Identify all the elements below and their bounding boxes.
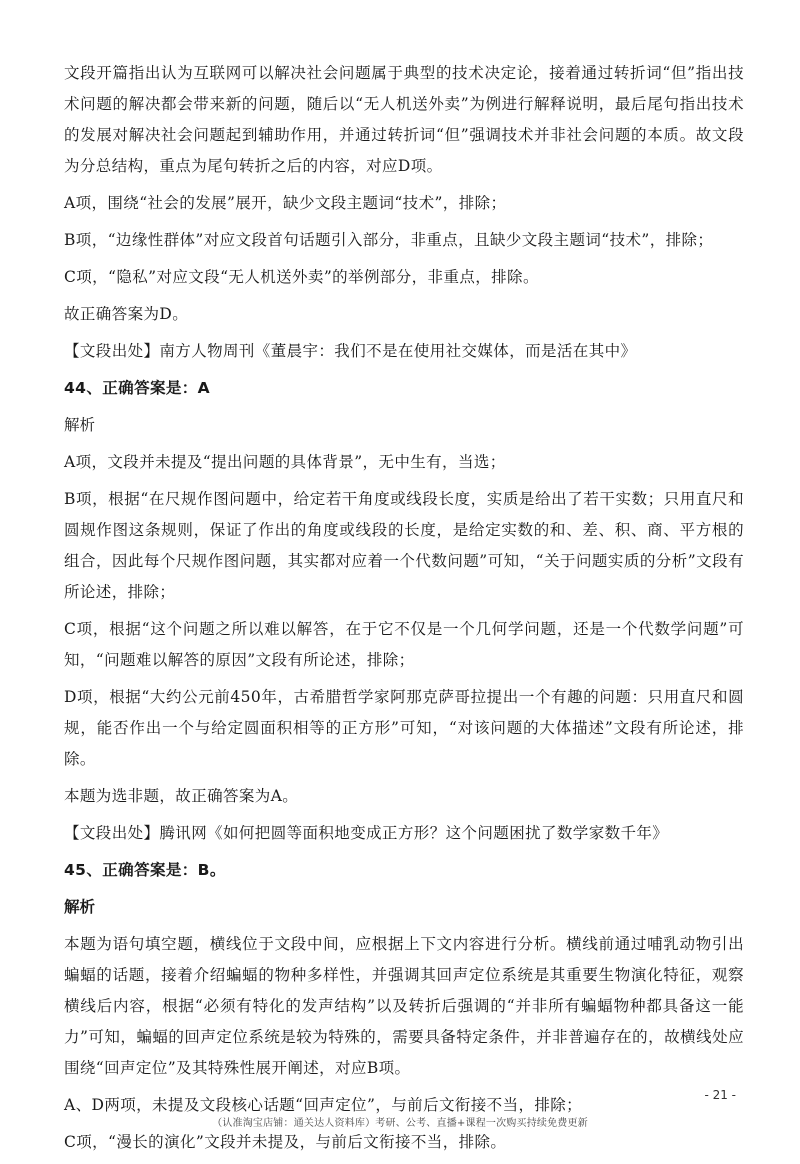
page-number: - 21 - — [704, 1088, 736, 1102]
q43-analysis-paragraph: 文段开篇指出认为互联网可以解决社会问题属于典型的技术决定论，接着通过转折词“但”指出技术问题的解决都会带来新的问题，随后以“无人机送外卖”为例进行解释说明，最后尾句指出技术的发展对解决社会问题起到辅助作用，并通过转折词“但”强调技术并非社会问题的本质。故文段为分总结构，重点为尾句转折之后的内容，对应D项。 — [64, 64, 744, 175]
q44-conclusion: 本题为选非题，故正确答案为A。 — [64, 787, 299, 805]
q44-source: 【文段出处】腾讯网《如何把圆等面积地变成正方形？这个问题困扰了数学家数千年》 — [64, 824, 669, 842]
q44-option-c: C项，根据“这个问题之所以难以解答，在于它不仅是一个几何学问题，还是一个代数学问题”可知，“问题难以解答的原因”文段有所论述，排除； — [64, 620, 744, 669]
q43-conclusion: 故正确答案为D。 — [64, 305, 189, 323]
q45-answer-heading: 45、正确答案是：B。 — [64, 861, 226, 879]
q43-option-b: B项，“边缘性群体”对应文段首句话题引入部分，非重点，且缺少文段主题词“技术”，排除； — [64, 231, 714, 249]
q44-option-a: A项，文段并未提及“提出问题的具体背景”，无中生有，当选； — [64, 453, 506, 471]
q43-option-a: A项，围绕“社会的发展”展开，缺少文段主题词“技术”，排除； — [64, 194, 507, 212]
q43-option-c: C项，“隐私”对应文段“无人机送外卖”的举例部分，非重点，排除。 — [64, 268, 539, 286]
q45-analysis-label: 解析 — [64, 898, 96, 916]
document-body — [64, 58, 744, 1164]
page-footer: （认准淘宝店铺：通关达人资料库）考研、公考、直播+课程一次购买持续免费更新 — [212, 1118, 588, 1129]
q45-option-c: C项，“漫长的演化”文段并未提及，与前后文衔接不当，排除。 — [64, 1133, 507, 1151]
q45-analysis-paragraph: 本题为语句填空题，横线位于文段中间，应根据上下文内容进行分析。横线前通过哺乳动物引出蝙蝠的话题，接着介绍蝙蝠的物种多样性，并强调其回声定位系统是其重要生物演化特征，观察横线后内容，根据“必须有特化的发声结构”以及转折后强调的“并非所有蝙蝠物种都具备这一能力”可知，蝙蝠的回声定位系统是较为特殊的，需要具备特定条件，并非普遍存在的，故横线处应围绕“回声定位”及其特殊性展开阐述，对应B项。 — [64, 935, 744, 1077]
q43-source: 【文段出处】南方人物周刊《董晨宇：我们不是在使用社交媒体，而是活在其中》 — [64, 342, 637, 360]
q45-option-ad: A、D两项，未提及文段核心话题“回声定位”，与前后文衔接不当，排除； — [64, 1096, 583, 1114]
q44-option-b: B项，根据“在尺规作图问题中，给定若干角度或线段长度，实质是给出了若干实数；只用直尺和圆规作图这条规则，保证了作出的角度或线段的长度，是给定实数的和、差、积、商、平方根的组合，因此每个尺规作图问题，其实都对应着一个代数问题”可知，“关于问题实质的分析”文段有所论述，排除； — [64, 490, 744, 601]
q44-analysis-label: 解析 — [64, 416, 96, 434]
q44-answer-heading: 44、正确答案是：A — [64, 379, 211, 397]
q44-option-d: D项，根据“大约公元前450年，古希腊哲学家阿那克萨哥拉提出一个有趣的问题：只用直尺和圆规，能否作出一个与给定圆面积相等的正方形”可知，“对该问题的大体描述”文段有所论述，排除。 — [64, 688, 744, 768]
